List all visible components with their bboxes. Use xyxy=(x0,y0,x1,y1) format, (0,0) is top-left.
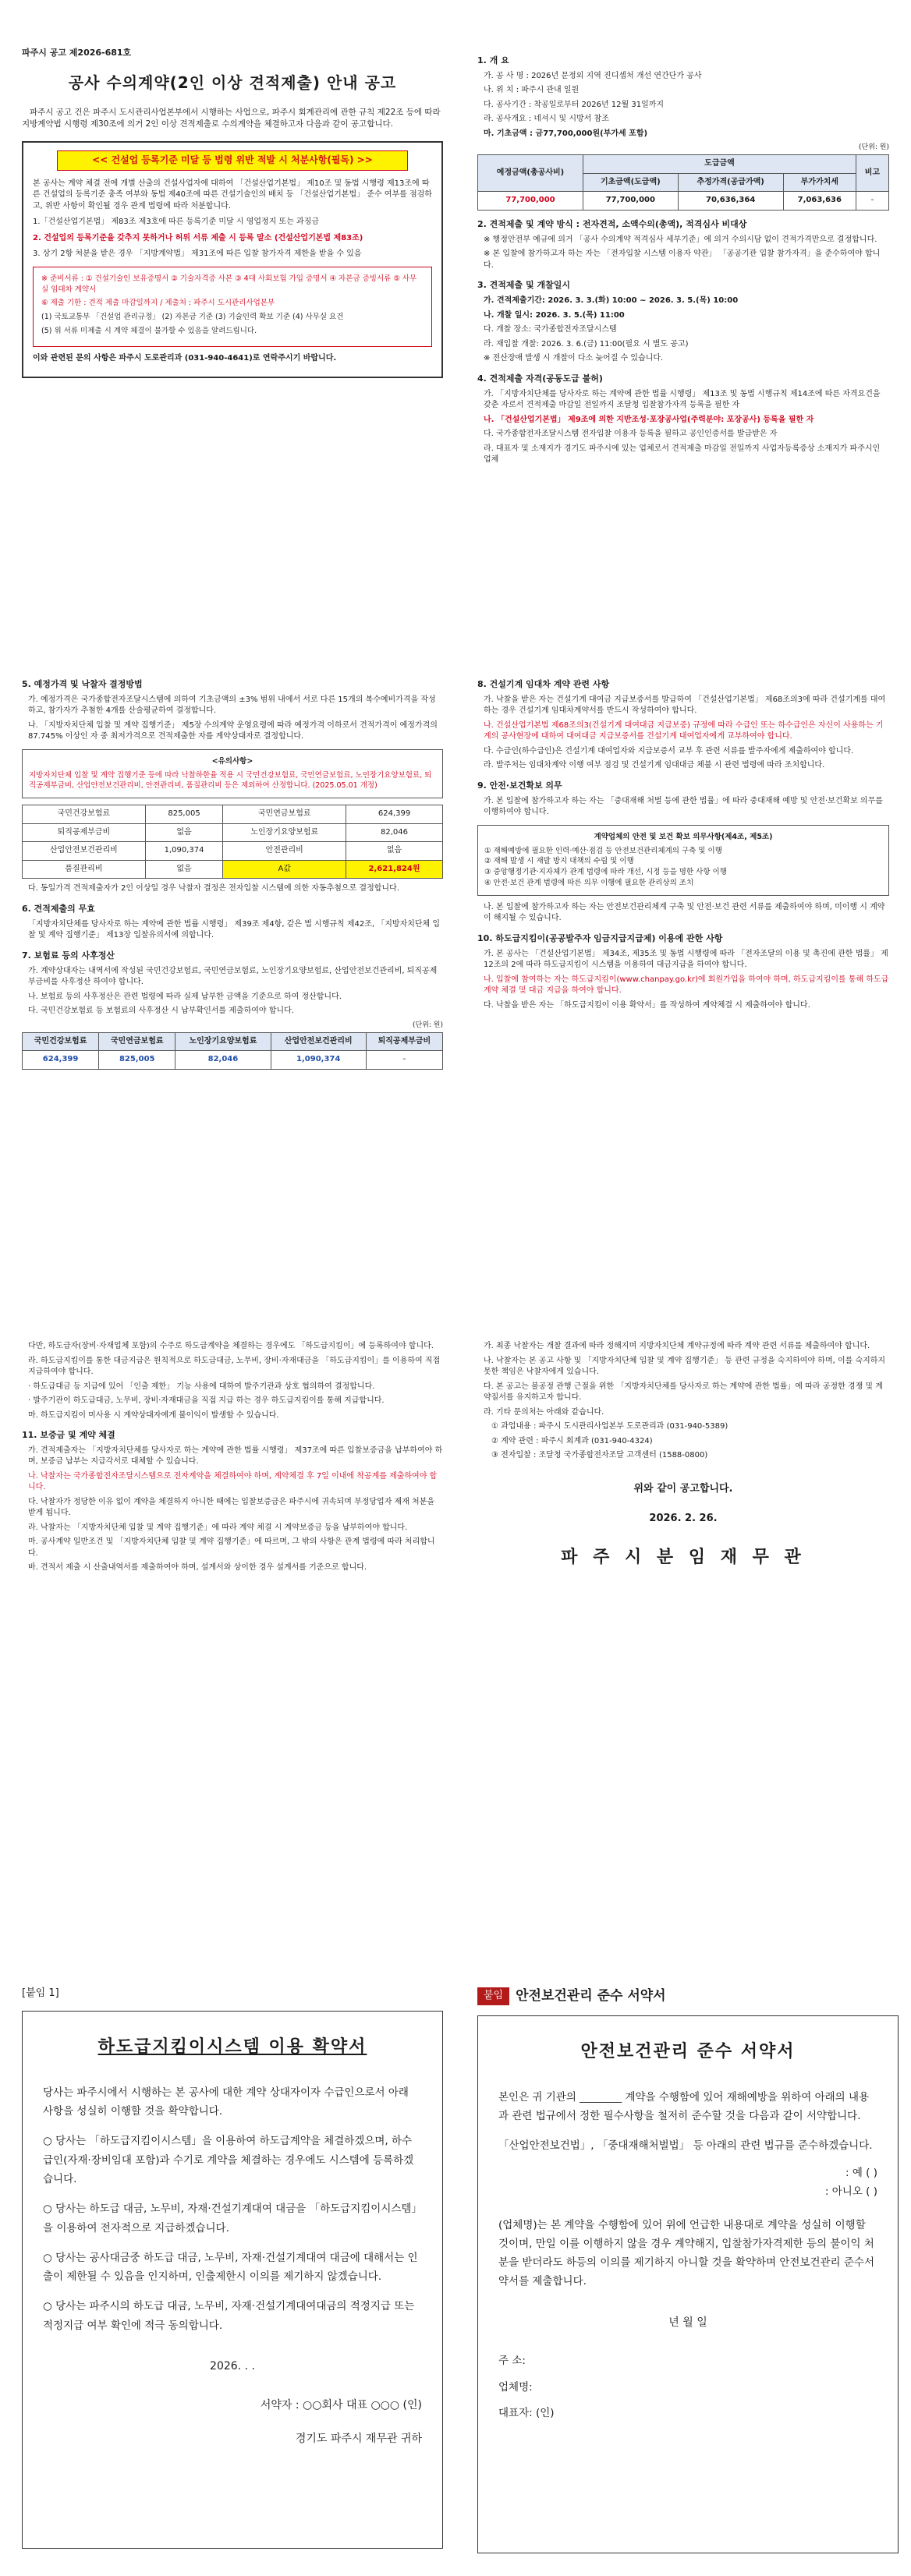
warning-paragraph: 본 공사는 계약 체결 전에 개별 산출의 건설사업자에 대하여 「건설산업기본법」 제10조 및 동법 시행령 제13조에 따른 건설업의 등록기준 충족 여부와 동법 제40조에 따른 건설기술인의 배치 등 「건설산업기본법」 준수 여부를 점검하고, 위반 사항이 확인될 경우 관계 법령에 따라 처분합니다. xyxy=(33,179,432,211)
closing-text: 위와 같이 공고합니다. xyxy=(633,1482,733,1495)
section-line: 가. 낙찰을 받은 자는 건설기계 대여금 지급보증서를 발급하여 「건설산업기본법」 제68조의3에 따라 건설기계를 대여하는 경우 건설기계 임대차계약서를 반드시 작성하여야 합니다. xyxy=(484,695,886,716)
safety-item: ③ 중앙행정기관·지자체가 관계 법령에 따라 개선, 시정 등을 명한 사항 이행 xyxy=(484,868,727,877)
table-cell: 없음 xyxy=(145,823,223,842)
warning-item: 2. 건설업의 등록기준을 갖추지 못하거나 허위 서류 제출 시 등록 말소 (건설산업기본법 제83조) xyxy=(33,233,363,242)
section-title: 1. 개 요 xyxy=(477,55,509,65)
section-line: 다. 낙찰자가 정당한 이유 없이 계약을 체결하지 아니한 때에는 입찰보증금은 파주시에 귀속되며 부정당업자 제재 처분을 받게 됩니다. xyxy=(28,1497,435,1518)
section-line: ※ 본 입찰에 참가하고자 하는 자는 「전자입찰 시스템 이용자 약관」 「공공기관 입찰 참가자격」을 준수하여야 합니다. xyxy=(484,249,881,270)
form-date: 년 월 일 xyxy=(668,2316,707,2329)
table-cell: 77,700,000 xyxy=(583,192,679,211)
checkbox-yes[interactable] xyxy=(498,2166,877,2181)
section-line: 나. 낙찰자는 국가종합전자조달시스템으로 전자계약을 체결하여야 하며, 계약체결 후 7일 이내에 착공계를 제출하여야 합니다. xyxy=(28,1471,438,1492)
safety-item: ① 재해예방에 필요한 인력·예산·점검 등 안전보건관리체계의 구축 및 이행 xyxy=(484,846,722,855)
doc-title: 공사 수의계약(2인 이상 견적제출) 안내 공고 xyxy=(68,73,397,92)
safety-item: ④ 안전·보건 관계 법령에 따른 의무 이행에 필요한 관리상의 조치 xyxy=(484,878,694,887)
section-line: 나. 「건설산업기본법」 제9조에 의한 지반조성·포장공사업(주력분야: 포장공사) 등록을 필한 자 xyxy=(484,415,814,424)
overview-line: 라. 공사개요 : 네셔시 및 시방서 참조 xyxy=(484,115,609,124)
cost-table xyxy=(22,805,443,879)
form-lead: 당사는 파주시에서 시행하는 본 공사에 대한 계약 상대자이자 수급인으로서 아래 사항을 성실히 이행할 것을 확약합니다. xyxy=(43,2086,409,2118)
section-line: 다. 개찰 장소: 국가종합전자조달시스템 xyxy=(484,325,617,334)
section-line: 라. 기타 문의처는 아래와 같습니다. xyxy=(484,1407,604,1417)
table-cell: 없음 xyxy=(346,842,443,861)
safety-box xyxy=(477,825,889,896)
table-header: 산업안전보건관리비 xyxy=(271,1032,366,1051)
section-title: 3. 견적제출 및 개찰일시 xyxy=(477,280,570,291)
insurance-table xyxy=(22,1032,443,1070)
required-docs-line: (1) 국토교통부 「건설업 관리규정」 (2) 자본금 기준 (3) 기술인력 확보 기준 (4) 사무실 요건 xyxy=(41,313,344,322)
table-cell: 82,046 xyxy=(175,1051,271,1070)
table-header: 퇴직공제부금비 xyxy=(366,1032,442,1051)
notice-header: <유의사항> xyxy=(211,756,253,766)
table-header: 비고 xyxy=(856,155,888,192)
doc-number: 파주시 공고 제2026-681호 xyxy=(22,48,132,58)
table-cell: 82,046 xyxy=(346,823,443,842)
unit-label: (단위: 원) xyxy=(413,1021,443,1029)
contact-item: ② 계약 관련 : 파주시 회계과 (031-940-4324) xyxy=(491,1436,653,1445)
safety-item: ② 재해 발생 시 재발 방지 대책의 수립 및 이행 xyxy=(484,857,634,866)
section-line: 가. 견적제출기간: 2026. 3. 3.(화) 10:00 ~ 2026. 3. 5.(목) 10:00 xyxy=(484,296,739,306)
table-cell: 국민연금보험료 xyxy=(223,805,346,824)
unit-label: (단위: 원) xyxy=(859,143,889,152)
table-cell: 825,005 xyxy=(145,805,223,824)
section-title: 4. 견적제출 자격(공동도급 불허) xyxy=(477,373,603,384)
section-title: 6. 견적제출의 무효 xyxy=(22,903,95,914)
table-header: 국민연금보험료 xyxy=(99,1032,175,1051)
form-date: 2026. . . xyxy=(210,2360,255,2373)
table-row xyxy=(23,842,443,861)
form-box xyxy=(477,2015,899,2553)
section-line: 마. 하도급지킴이 미사용 시 계약상대자에게 불이익이 발생할 수 있습니다. xyxy=(28,1410,279,1420)
section-title: 9. 안전·보건확보 의무 xyxy=(477,780,562,791)
section-line: 가. 본 입찰에 참가하고자 하는 자는 「중대재해 처벌 등에 관한 법률」에 따라 중대재해 예방 및 안전·보건확보 의무를 이행하여야 합니다. xyxy=(484,796,883,817)
table-cell: 국민건강보험료 xyxy=(23,805,146,824)
section-line: ※ 전산장애 발생 시 개찰이 다소 늦어질 수 있습니다. xyxy=(484,354,664,363)
section-line: 나. 본 입찰에 참가하고자 하는 자는 안전보건관리체계 구축 및 안전·보건 관련 서류를 제출하여야 하며, 미이행 시 계약이 해지될 수 있습니다. xyxy=(484,902,885,923)
section-line: 다. 본 공고는 불공정 관행 근절을 위한 「지방자치단체를 당사자로 하는 계약에 관한 법률」에 따라 공정한 경쟁 및 계약질서를 유지하고자 합니다. xyxy=(484,1382,883,1402)
required-docs-line: (5) 위 서류 미제출 시 계약 체결이 불가할 수 있음을 알려드립니다. xyxy=(41,326,257,335)
section-line: 가. 본 공사는 「건설산업기본법」 제34조, 제35조 및 동법 시행령에 따라 「전자조달의 이용 및 촉진에 관한 법률」 제12조의 2에 따라 하도급지킴이 시스템을 이용하여 대금지급을 하여야 합니다. xyxy=(484,949,888,970)
section-line: 라. 발주처는 임대차계약 이행 여부 점검 및 건설기계 임대대금 체불 시 관련 법령에 따라 조치합니다. xyxy=(484,761,825,770)
form-title: 안전보건관리 준수 서약서 xyxy=(580,2041,796,2061)
table-cell: - xyxy=(856,192,888,211)
closing-date: 2026. 2. 26. xyxy=(649,1513,718,1525)
section-line: 가. 견적제출자는 「지방자치단체를 당사자로 하는 계약에 관한 법률 시행령」 제37조에 따른 입찰보증금을 납부하여야 하며, 보증금 납부는 지급각서로 대체할 수 있습니다. xyxy=(28,1445,443,1467)
checkbox-no-label: : 아니오 ( ) xyxy=(824,2185,877,2198)
form-law-line: 「산업안전보건법」, 「중대재해처벌법」 등 아래의 관련 법규를 준수하겠습니다. xyxy=(498,2139,873,2153)
warning-header: << 건설업 등록기준 미달 등 법령 위반 적발 시 처분사항(필독) >> xyxy=(57,150,409,170)
table-cell: - xyxy=(366,1051,442,1070)
table-cell: 70,636,364 xyxy=(678,192,783,211)
section-title: 8. 건설기계 임대차 계약 관련 사항 xyxy=(477,679,610,689)
section-line: 나. 보험료 등의 사후정산은 관련 법령에 따라 실제 납부한 금액을 기준으로 하여 정산합니다. xyxy=(28,992,342,1001)
section-line: 다만, 하도급자(장비·자재업체 포함)의 수주로 하도급계약을 체결하는 경우에도 「하도급지킴이」에 등록하여야 합니다. xyxy=(28,1342,434,1350)
form-note: (업체명)는 본 계약을 수행함에 있어 위에 언급한 내용대로 계약을 성실히 이행할 것이며, 만일 이를 이행하지 않을 경우 계약해지, 입찰참가자격제한 등의 불이익 처분을 받더라도 하등의 이의를 제기하지 아니할 것을 확약하며 안전보건관리 준수서약서를 제출합니다. xyxy=(498,2218,875,2288)
section-line: 바. 견적서 제출 시 산출내역서를 제출하여야 하며, 설계서와 상이한 경우 설계서를 기준으로 합니다. xyxy=(28,1563,367,1573)
table-cell: 없음 xyxy=(145,860,223,879)
section-title: 11. 보증금 및 계약 체결 xyxy=(22,1430,115,1440)
contact-item: ① 과업내용 : 파주시 도시관리사업본부 도로관리과 (031-940-5389) xyxy=(491,1422,728,1431)
section-line: 가. 「지방자치단체를 당사자로 하는 계약에 관한 법률 시행령」 제13조 및 동법 시행규칙 제14조에 따른 자격요건을 갖춘 자로서 견적제출 마감일 전일까지 조달청 입찰참가자격 등록을 필한 자 xyxy=(484,389,881,410)
required-docs-box xyxy=(33,267,432,347)
section-line: 나. 「지방자치단체 입찰 및 계약 집행기준」 제5장 수의계약 운영요령에 따라 예정가격 이하로서 견적가격이 예정가격의 87.745% 이상인 자 중 최저가격으로 견적제출한 자를 계약상대자로 결정합니다. xyxy=(28,720,438,741)
table-row xyxy=(23,860,443,879)
overview-line: 마. 기초금액 : 금77,700,000원(부가세 포함) xyxy=(484,129,648,138)
form-representative: 대표자: (인) xyxy=(498,2407,555,2420)
warning-box xyxy=(22,141,443,378)
overview-line: 다. 공사기간 : 착공일로부터 2026년 12월 31일까지 xyxy=(484,100,665,109)
table-cell: 산업안전보건관리비 xyxy=(23,842,146,861)
required-docs-line: ※ 준비서류 : ① 건설기술인 보유증명서 ② 기술자격증 사본 ③ 4대 사회보험 가입 증명서 ④ 자본금 증빙서류 ⑤ 사무실 임대차 계약서 xyxy=(41,274,417,294)
form-item: ○ 당사는 공사대금중 하도급 대금, 노무비, 자재·건설기계대여 대금에 대해서는 인출이 제한될 수 있음을 인지하며, 인출제한시 이의를 제기하지 않겠습니다. xyxy=(43,2251,418,2284)
table-cell: 노인장기요양보험료 xyxy=(223,823,346,842)
page1-left-column xyxy=(22,47,443,378)
table-row xyxy=(23,805,443,824)
table-cell: 퇴직공제부금비 xyxy=(23,823,146,842)
section-line: 다. 국가종합전자조달시스템 전자입찰 이용자 등록을 필하고 공인인증서를 발급받은 자 xyxy=(484,430,778,439)
form-tag-title: 안전보건관리 준수 서약서 xyxy=(516,1988,666,2004)
section-line: 나. 건설산업기본법 제68조의3(건설기계 대여대금 지급보증) 규정에 따라 수급인 또는 하수급인은 자신이 사용하는 기계의 공사현장에 대하여 대여대금 지급보증서를 건설기계 대여업자에게 교부하여야 합니다. xyxy=(484,720,884,741)
closing-block xyxy=(477,1482,889,1571)
form-tag-box: 붙임 xyxy=(477,1987,509,2005)
section-line: 가. 예정가격은 국가종합전자조달시스템에 의하여 기초금액의 ±3% 범위 내에서 서로 다른 15개의 복수예비가격을 작성하고, 참가자가 추첨한 4개를 산술평균하여 결정합니다. xyxy=(28,695,436,716)
issuer-name: 파 주 시 분 임 재 무 관 xyxy=(561,1548,806,1568)
table-cell: 1,090,374 xyxy=(271,1051,366,1070)
notice-text: 지방자치단체 입찰 및 계약 집행기준 등에 따라 낙찰하한율 적용 시 국민건강보험료, 국민연금보험료, 노인장기요양보험료, 퇴직공제부금비, 산업안전보건관리비, 안전관리비, 품질관리비 등은 제외하여 산정합니다. (2025.05.01 개정) xyxy=(29,770,432,791)
section-line: 가. 계약상대자는 내역서에 작성된 국민건강보험료, 국민연금보험료, 노인장기요양보험료, 산업안전보건관리비, 퇴직공제부금비를 사후정산 하여야 합니다. xyxy=(28,966,438,987)
table-cell: 624,399 xyxy=(23,1051,99,1070)
table-row xyxy=(23,1032,443,1051)
form-address: 주 소: xyxy=(498,2355,526,2368)
page2-right-column xyxy=(477,671,889,1014)
table-cell: A값 xyxy=(223,860,346,879)
section-line: · 발주기관이 하도급대금, 노무비, 장비·자재대금을 직접 지급 하는 경우 하도급지킴이를 통해 지급합니다. xyxy=(28,1396,385,1405)
form-signature: 서약자 : ○○회사 대표 ○○○ (인) xyxy=(260,2399,422,2412)
section-line: 나. 입찰에 참여하는 자는 하도급지킴이(www.chanpay.go.kr)에 회원가입을 하여야 하며, 하도급지킴이를 통해 하도급계약 체결 및 대금 지급을 하여야 합니다. xyxy=(484,975,889,996)
form1-column xyxy=(22,1987,443,2549)
warning-item: 1.「건설산업기본법」 제83조 제3호에 따른 등록기준 미달 시 영업정지 또는 과징금 xyxy=(33,218,320,227)
form-box xyxy=(22,2011,443,2549)
page1-right-column xyxy=(477,47,889,469)
section-line: 가. 최종 낙찰자는 개찰 결과에 따라 정해지며 지방자치단체 계약규정에 따라 계약 관련 서류를 제출하여야 합니다. xyxy=(484,1342,870,1350)
section-line: · 하도급대금 등 지급에 있어 「인출 제한」 기능 사용에 대하여 발주기관과 상호 협의하여 결정합니다. xyxy=(28,1382,375,1391)
page3-left-column xyxy=(22,1341,443,1577)
checkbox-no[interactable] xyxy=(498,2185,877,2200)
warning-item: 3. 상기 2항 처분을 받은 경우 「지방계약법」 제31조에 따른 입찰 참가자격 제한을 받을 수 있음 xyxy=(33,249,362,259)
table-cell: 825,005 xyxy=(99,1051,175,1070)
table-header: 추정가격(공급가액) xyxy=(678,173,783,192)
section-line: 라. 재입찰 개찰: 2026. 3. 6.(금) 11:00(필요 시 별도 공고) xyxy=(484,339,689,349)
required-docs-line: ⑥ 제출 기한 : 견적 제출 마감일까지 / 제출처 : 파주시 도시관리사업본부 xyxy=(41,299,275,308)
section-line: 다. 수급인(하수급인)은 건설기계 대여업자와 지급보증서 교부 후 관련 서류를 발주자에게 제출하여야 합니다. xyxy=(484,746,854,755)
table-cell: 77,700,000 xyxy=(478,192,583,211)
checkbox-yes-label: : 예 ( ) xyxy=(845,2167,877,2180)
page3-right-column xyxy=(477,1341,889,1570)
overview-line: 가. 공 사 명 : 2026년 문정외 지역 진디셉처 개선 연간단가 공사 xyxy=(484,71,702,80)
section-line: ※ 행정안전부 예규에 의거 「공사 수의계약 적격심사 세부기준」에 의거 수의시담 없이 견적가격만으로 결정합니다. xyxy=(484,235,877,244)
section-title: 2. 견적제출 및 계약 방식 : 전자견적, 소액수의(총액), 적격심사 비대상 xyxy=(477,218,747,229)
section-line: 다. 낙찰을 받은 자는 「하도급지킴이 이용 확약서」를 작성하여 계약체결 시 제출하여야 합니다. xyxy=(484,1000,810,1010)
section-line: 나. 개찰 일시: 2026. 3. 5.(목) 11:00 xyxy=(484,310,625,320)
form-title: 하도급지킴이시스템 이용 확약서 xyxy=(97,2036,367,2057)
amount-table xyxy=(477,154,889,211)
safety-header: 계약업체의 안전 및 보건 확보 의무사항(제4조, 제5조) xyxy=(594,832,773,841)
form-tag: [붙임 1] xyxy=(22,1987,59,1999)
table-cell: 1,090,374 xyxy=(145,842,223,861)
section-title: 10. 하도급지킴이(공공발주자 임금지급지급제) 이용에 관한 사항 xyxy=(477,932,723,943)
table-row xyxy=(23,823,443,842)
form-company: 업체명: xyxy=(498,2380,533,2394)
form-item: ○ 당사는 파주시의 하도급 대금, 노무비, 자재·건설기계대여대금의 적정지급 또는 적정지급 여부 확인에 적극 동의합니다. xyxy=(43,2300,415,2332)
table-cell: 품질관리비 xyxy=(23,860,146,879)
form-item: ○ 당사는 「하도급지킴이시스템」을 이용하여 하도급계약을 체결하겠으며, 하수급인(자재·장비임대 포함)과 수기로 계약을 체결하는 경우에도 시스템에 등록하겠습니다. xyxy=(43,2135,414,2185)
page2-left-column xyxy=(22,671,443,1070)
form-tag xyxy=(477,1987,899,2006)
table-row xyxy=(23,1051,443,1070)
table-header: 기초금액(도급액) xyxy=(583,173,679,192)
form2-column xyxy=(477,1987,899,2553)
notice-box xyxy=(22,749,443,798)
table-header: 부가가치세 xyxy=(783,173,856,192)
intro-paragraph: 파주시 공고 건은 파주시 도시관리사업본부에서 시행하는 사업으로, 파주시 회계관리에 관한 규칙 제22조 등에 따라 지방계약법 시행령 제30조에 의거 2인 이상 견적제출로 수의계약을 체결하고자 다음과 같이 공고합니다. xyxy=(22,107,441,129)
table-header: 예정금액(총공사비) xyxy=(478,155,583,192)
table-header: 국민건강보험료 xyxy=(23,1032,99,1051)
table-header: 노인장기요양보험료 xyxy=(175,1032,271,1051)
section-title: 5. 예정가격 및 낙찰자 결정방법 xyxy=(22,679,143,689)
table-cell: 624,399 xyxy=(346,805,443,824)
section-line: 라. 하도급지킴이를 통한 대금지급은 원칙적으로 하도급대금, 노무비, 장비·자재대금을 「하도급지킴이」를 이용하여 직접 지급하여야 합니다. xyxy=(28,1356,441,1376)
table-cell: 2,621,824원 xyxy=(346,860,443,879)
table-cell: 7,063,636 xyxy=(783,192,856,211)
section-line: 「지방자치단체를 당사자로 하는 계약에 관한 법률 시행령」 제39조 제4항, 같은 법 시행규칙 제42조, 「지방자치단체 입찰 및 계약 집행기준」 제13장 입찰유의서에 의합니다. xyxy=(28,919,441,940)
section-line: 라. 대표자 및 소재지가 경기도 파주시에 있는 업체로서 견적제출 마감일 전일까지 사업자등록증상 소재지가 파주시인 업체 xyxy=(484,444,881,465)
contact-line: 이와 관련된 문의 사항은 파주시 도로관리과 (031-940-4641)로 연락주시기 바랍니다. xyxy=(33,353,337,363)
section-line: 라. 낙찰자는 「지방자치단체 입찰 및 계약 집행기준」에 따라 계약 체결 시 계약보증금 등을 납부하여야 합니다. xyxy=(28,1523,408,1532)
overview-line: 나. 위 치 : 파주시 관내 일원 xyxy=(484,86,580,95)
table-cell: 안전관리비 xyxy=(223,842,346,861)
section-line: 다. 국민건강보험료 등 보험료의 사후정산 시 납부확인서를 제출하여야 합니다. xyxy=(28,1007,294,1016)
section-line: 마. 공사계약 일반조건 및 「지방자치단체 입찰 및 계약 집행기준」에 따르며, 그 밖의 사항은 관계 법령에 따라 처리합니다. xyxy=(28,1537,435,1558)
section-line: 나. 낙찰자는 본 공고 사항 및 「지방자치단체 입찰 및 계약 집행기준」 등 관련 규정을 숙지하여야 하며, 이를 숙지하지 못한 책임은 낙찰자에게 있습니다. xyxy=(484,1356,886,1376)
form-lead: 본인은 귀 기관의 ________ 계약을 수행함에 있어 재해예방을 위하여 아래의 내용과 관련 법규에서 정한 필수사항을 철저히 준수할 것을 다음과 같이 서약합니다. xyxy=(498,2090,870,2122)
form-item: ○ 당사는 하도급 대금, 노무비, 자재·건설기계대여 대금을 「하도급지킴이시스템」을 이용하여 전자적으로 지급하겠습니다. xyxy=(43,2203,422,2235)
form-recipient: 경기도 파주시 재무관 귀하 xyxy=(295,2432,422,2445)
section-line: 다. 동일가격 견적제출자가 2인 이상일 경우 낙찰자 결정은 전자입찰 시스템에 의한 자동추첨으로 결정합니다. xyxy=(28,884,399,893)
section-title: 7. 보험료 등의 사후정산 xyxy=(22,950,115,961)
table-header: 도급금액 xyxy=(583,155,856,174)
contact-item: ③ 전자입찰 : 조달청 국가종합전자조달 고객센터 (1588-0800) xyxy=(491,1451,708,1460)
